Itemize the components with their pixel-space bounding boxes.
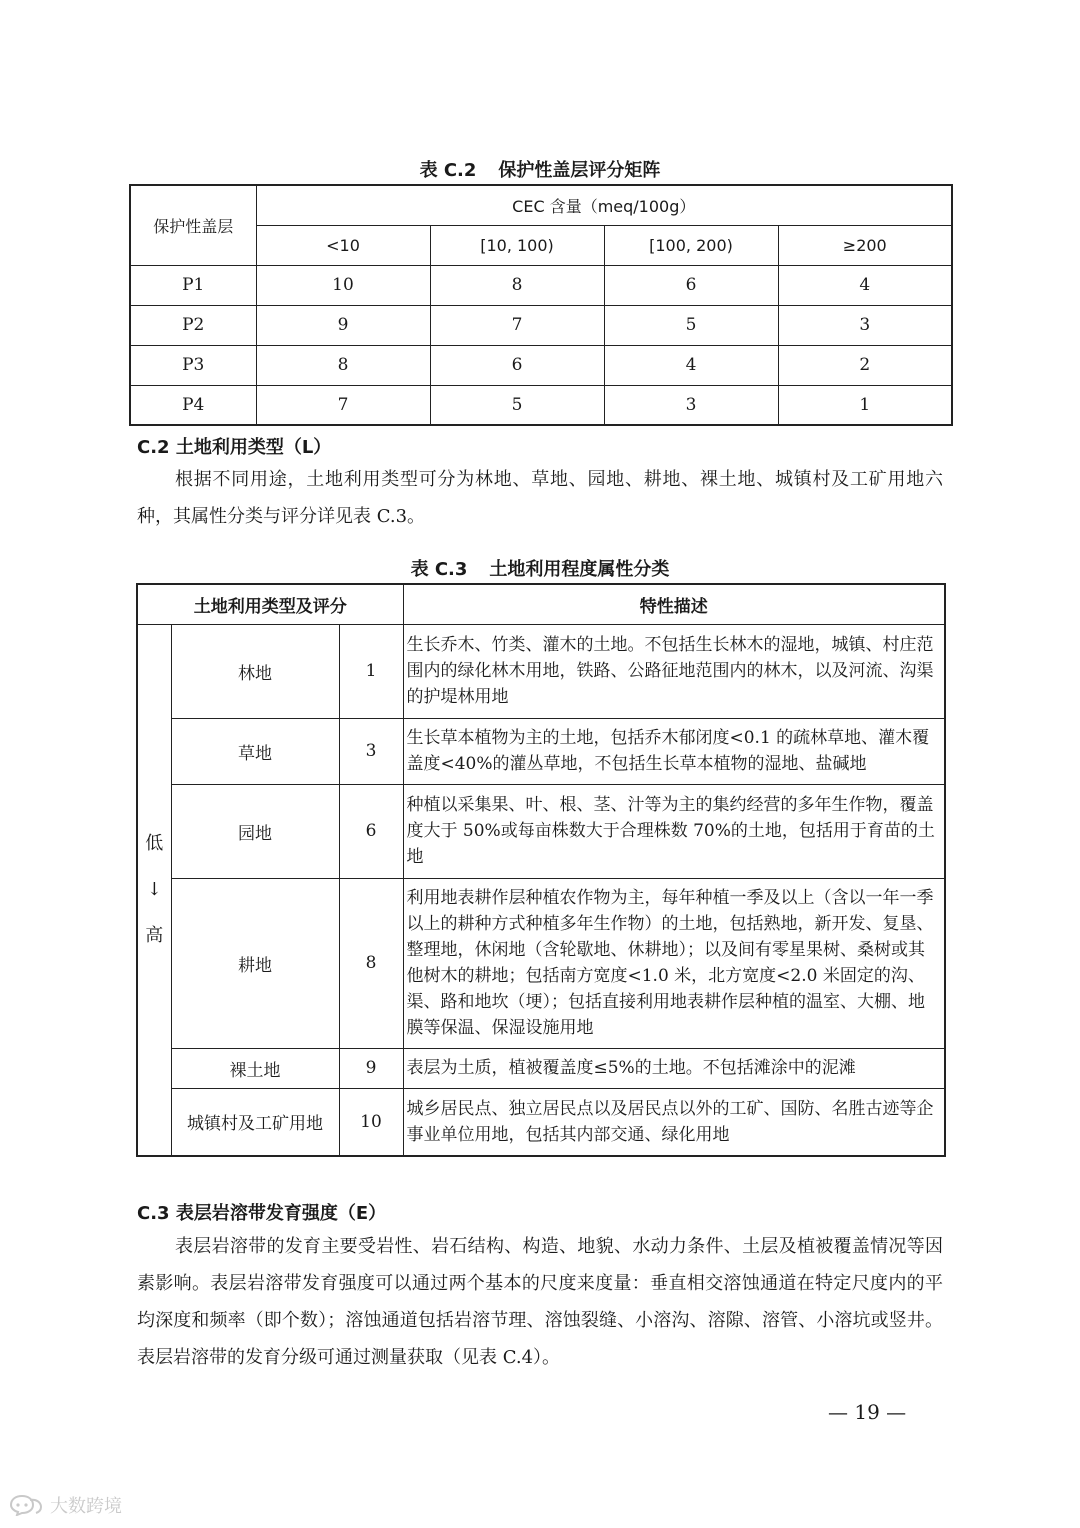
table-c2 (129, 184, 953, 426)
section-c2-paragraph: 根据不同用途，土地利用类型可分为林地、草地、园地、耕地、裸土地、城镇村及工矿用地六种，其属性分类与评分详见表 C.3。 (137, 469, 943, 527)
land-type: 耕地 (171, 878, 339, 1048)
table-c2-caption (0, 156, 1080, 182)
table-c3-caption-no: 表 C.3 (410, 559, 468, 580)
low-label: 低 (145, 832, 164, 854)
land-description: 利用地表耕作层种植农作物为主，每年种植一季及以上（含以一年一季以上的耕种方式种植多年生作物）的土地，包括熟地，新开发、复垦、整理地，休闲地（含轮歇地、休耕地）；以及间有零星果树、桑树或其他树木的耕地；包括南方宽度<1.0 米，北方宽度<2.0 米固定的沟、渠、路和地坎（埂）；包括直接利用地表耕作层种植的温室、大棚、地膜等保温、保湿设施用地 (403, 878, 945, 1048)
table-row (137, 784, 945, 878)
table-c2-column-header: <10 (256, 225, 430, 265)
land-score: 10 (339, 1088, 403, 1156)
table-c3-header-desc: 特性描述 (403, 584, 945, 624)
table-c2-row-header: 保护性盖层 (130, 185, 256, 265)
table-cell: 4 (778, 265, 952, 305)
table-cell: 6 (604, 265, 778, 305)
table-c2-row-label: P1 (130, 265, 256, 305)
table-cell: 10 (256, 265, 430, 305)
table-c2-group-header: CEC 含量（meq/100g） (256, 185, 952, 225)
high-label: 高 (145, 924, 164, 946)
table-cell: 8 (430, 265, 604, 305)
table-cell: 3 (604, 385, 778, 425)
table-cell: 9 (256, 305, 430, 345)
table-row (130, 345, 952, 385)
table-c2-column-header: [100, 200) (604, 225, 778, 265)
land-score: 6 (339, 784, 403, 878)
table-c2-column-header: ≥200 (778, 225, 952, 265)
table-c3-header-type: 土地利用类型及评分 (137, 584, 403, 624)
table-cell: 1 (778, 385, 952, 425)
table-row (130, 385, 952, 425)
page-number: — 19 — (828, 1400, 907, 1424)
table-c3-caption (0, 555, 1080, 581)
land-score: 9 (339, 1048, 403, 1088)
table-c2-caption-title: 保护性盖层评分矩阵 (498, 160, 661, 181)
land-score: 8 (339, 878, 403, 1048)
table-c2-row-label: P2 (130, 305, 256, 345)
watermark-text: 大数跨境 (50, 1496, 122, 1517)
table-cell: 8 (256, 345, 430, 385)
table-row (130, 265, 952, 305)
section-c3-title: C.3 表层岩溶带发育强度（E） (137, 1203, 387, 1224)
table-c2-row-label: P4 (130, 385, 256, 425)
land-type: 林地 (171, 624, 339, 718)
land-type: 草地 (171, 718, 339, 784)
watermark (8, 1492, 122, 1518)
table-c3-caption-title: 土地利用程度属性分类 (489, 559, 670, 580)
land-description: 生长草本植物为主的土地，包括乔木郁闭度<0.1 的疏林草地、灌木覆盖度<40%的灌丛草地，不包括生长草本植物的湿地、盐碱地 (403, 718, 945, 784)
table-cell: 5 (604, 305, 778, 345)
table-cell: 3 (778, 305, 952, 345)
table-cell: 4 (604, 345, 778, 385)
table-cell: 7 (430, 305, 604, 345)
section-c3-paragraph: 表层岩溶带的发育主要受岩性、岩石结构、构造、地貌、水动力条件、土层及植被覆盖情况等因素影响。表层岩溶带发育强度可以通过两个基本的尺度来度量：垂直相交溶蚀通道在特定尺度内的平均深度和频率（即个数）；溶蚀通道包括岩溶节理、溶蚀裂缝、小溶沟、溶隙、溶管、小溶坑或竖井。表层岩溶带的发育分级可通过测量获取（见表 C.4）。 (137, 1236, 943, 1368)
land-score: 3 (339, 718, 403, 784)
table-row (130, 305, 952, 345)
table-row (137, 624, 945, 718)
table-cell: 7 (256, 385, 430, 425)
table-c2-row-label: P3 (130, 345, 256, 385)
table-c2-column-header: [10, 100) (430, 225, 604, 265)
land-type: 园地 (171, 784, 339, 878)
table-cell: 6 (430, 345, 604, 385)
land-type: 裸土地 (171, 1048, 339, 1088)
land-description: 城乡居民点、独立居民点以及居民点以外的工矿、国防、名胜古迹等企事业单位用地，包括其内部交通、绿化用地 (403, 1088, 945, 1156)
land-score: 1 (339, 624, 403, 718)
land-type: 城镇村及工矿用地 (171, 1088, 339, 1156)
table-row (137, 718, 945, 784)
arrow-down-icon: ↓ (146, 878, 162, 900)
chat-bubble-logo-icon (8, 1494, 44, 1516)
table-row (137, 1088, 945, 1156)
low-to-high-indicator (137, 624, 171, 1156)
land-description: 种植以采集果、叶、根、茎、汁等为主的集约经营的多年生作物，覆盖度大于 50%或每亩株数大于合理株数 70%的土地，包括用于育苗的土地 (403, 784, 945, 878)
table-cell: 2 (778, 345, 952, 385)
section-c2-title: C.2 土地利用类型（L） (137, 437, 332, 458)
land-description: 生长乔木、竹类、灌木的土地。不包括生长林木的湿地，城镇、村庄范围内的绿化林木用地，铁路、公路征地范围内的林木，以及河流、沟渠的护堤林用地 (403, 624, 945, 718)
table-c2-caption-no: 表 C.2 (419, 160, 477, 181)
table-row (137, 878, 945, 1048)
table-c3 (136, 583, 946, 1157)
table-row (137, 1048, 945, 1088)
land-description: 表层为土质，植被覆盖度≤5%的土地。不包括滩涂中的泥滩 (403, 1048, 945, 1088)
table-cell: 5 (430, 385, 604, 425)
